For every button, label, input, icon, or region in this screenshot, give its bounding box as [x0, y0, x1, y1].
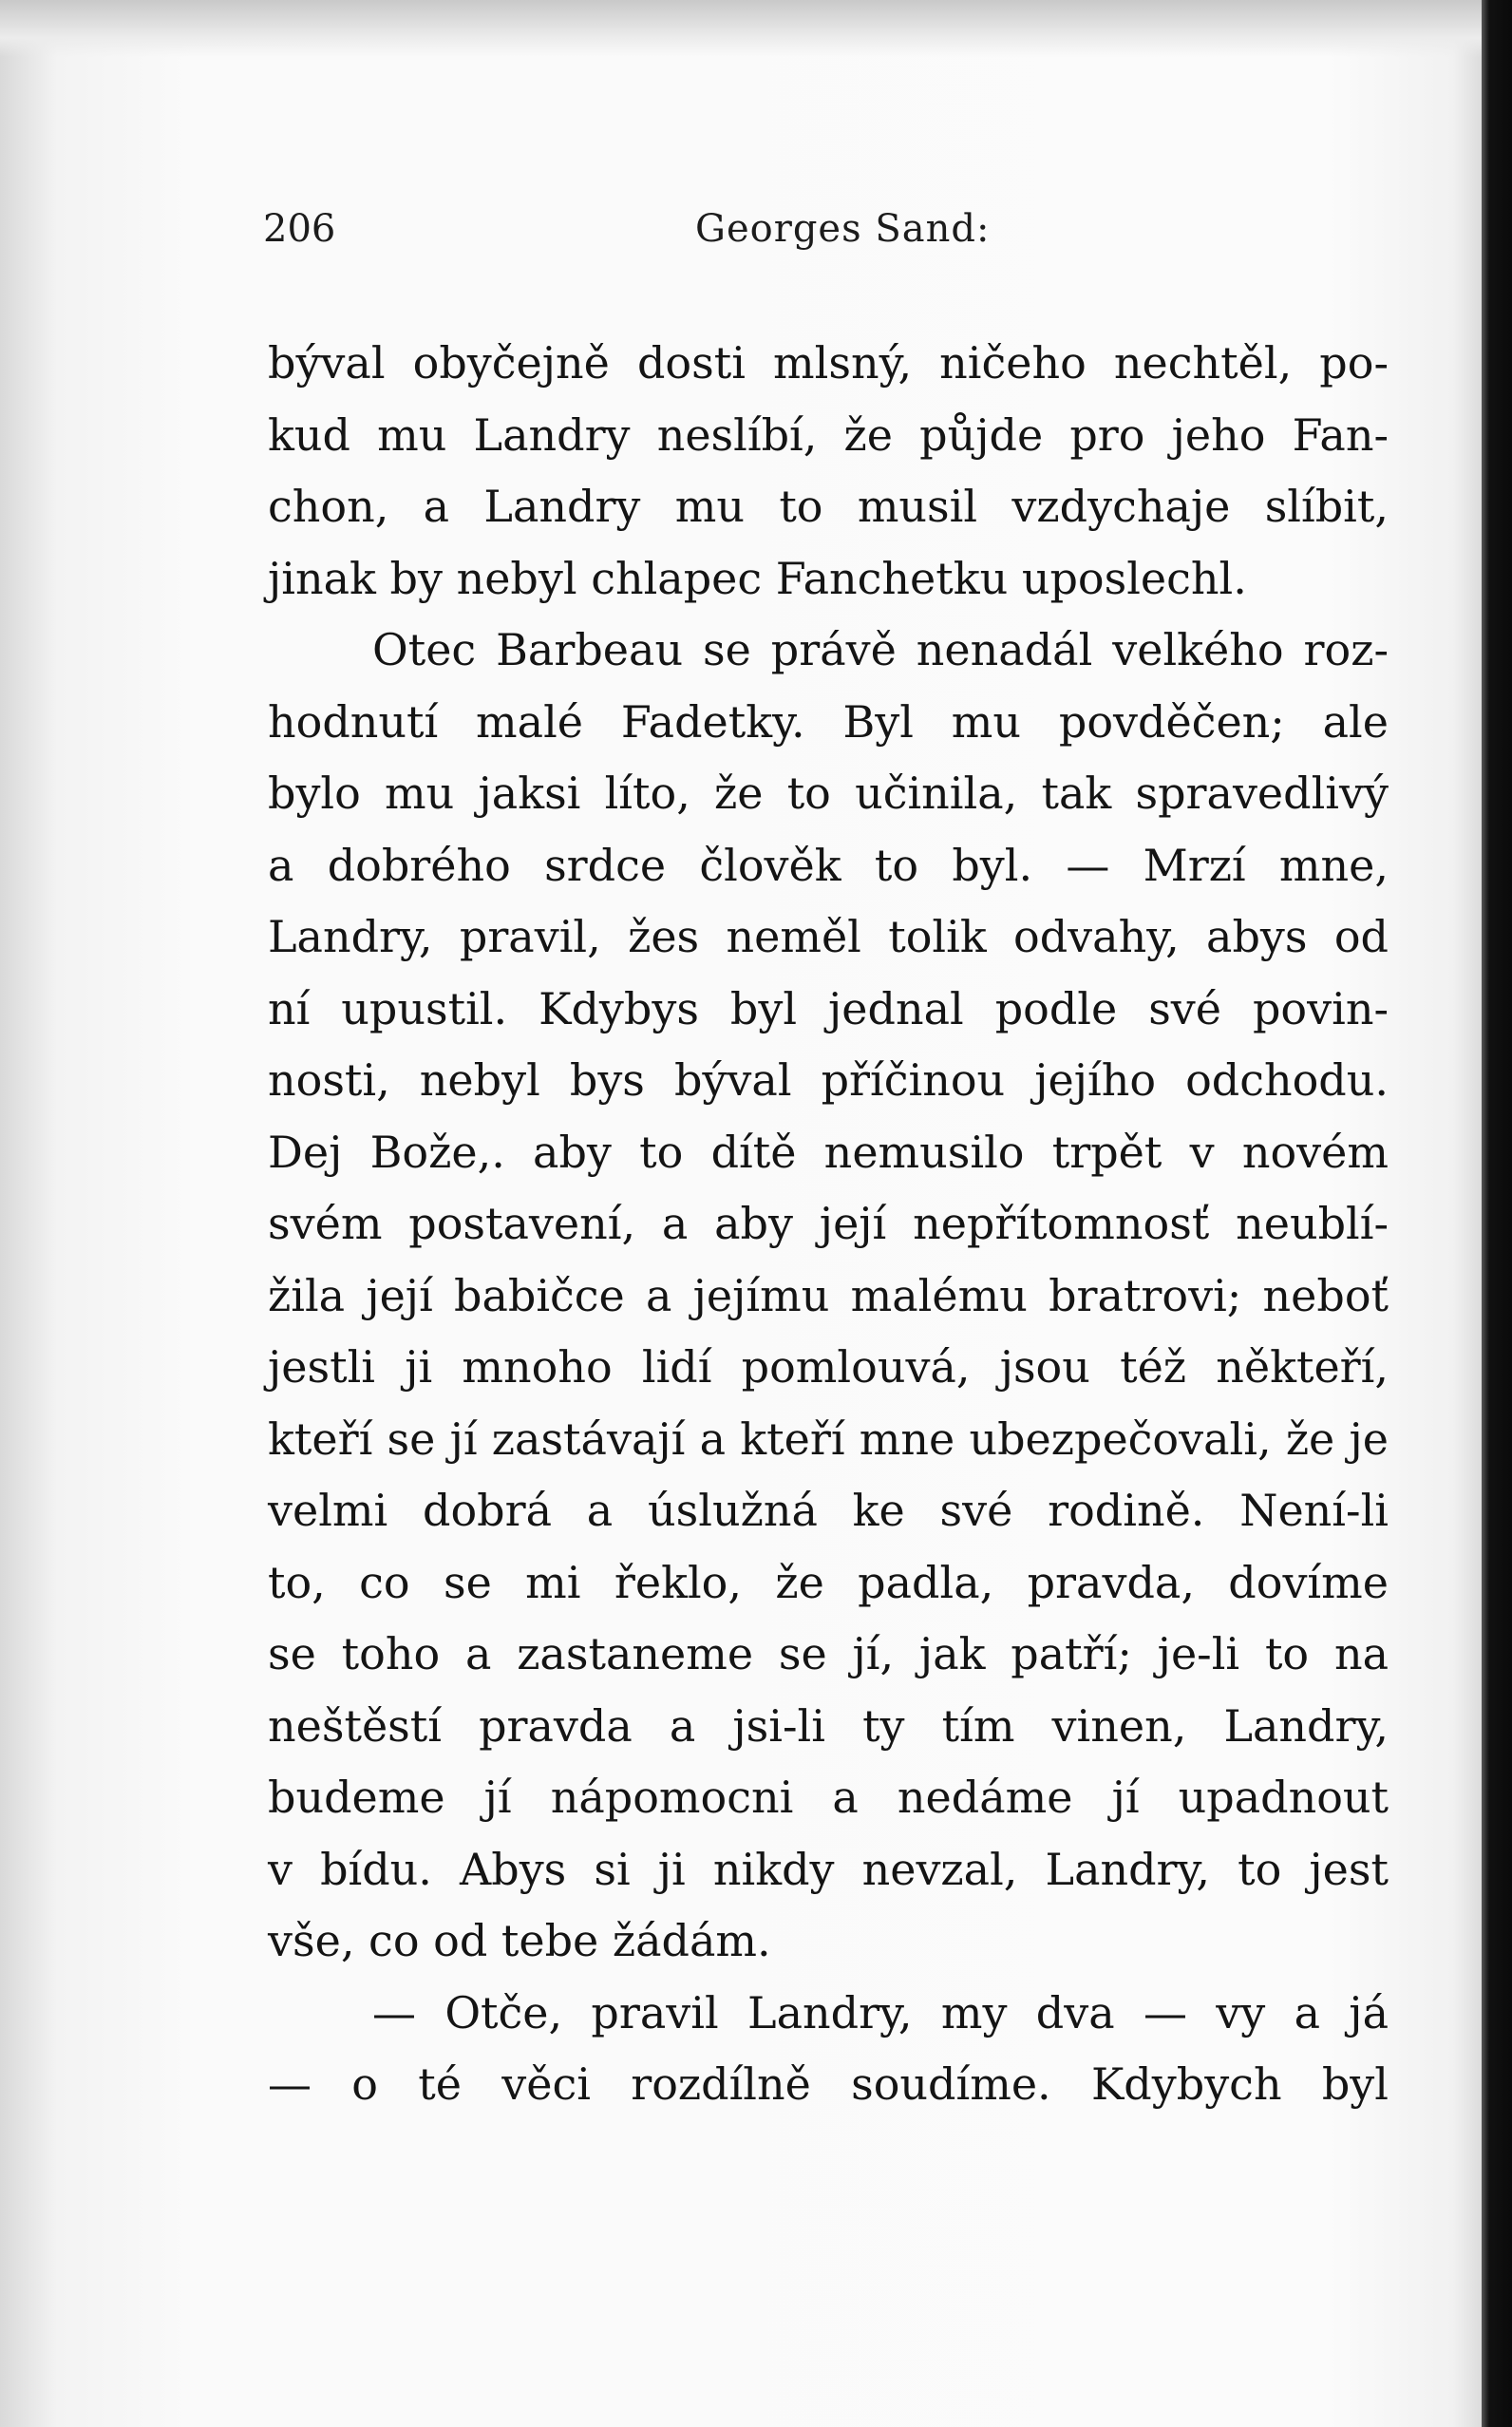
text-line: chon, a Landry mu to musil vzdychaje slíbit, — [268, 481, 1389, 532]
text-line: ní upustil. Kdybys byl jednal podle své povin- — [268, 982, 1389, 1034]
page-number: 206 — [263, 207, 336, 251]
body-text — [268, 328, 1389, 2121]
text-line: Landry, pravil, žes neměl tolik odvahy, abys od — [268, 911, 1389, 962]
text-line: a dobrého srdce člověk to byl. — Mrzí mne, — [268, 839, 1389, 891]
text-line: neštěstí pravda a jsi-li ty tím vinen, Landry, — [268, 1699, 1389, 1752]
text-line: nosti, nebyl bys býval příčinou jejího odchodu. — [268, 1054, 1389, 1106]
text-line: hodnutí malé Fadetky. Byl mu povděčen; ale — [268, 695, 1389, 748]
text-line: v bídu. Abys si ji nikdy nevzal, Landry, to jest — [268, 1843, 1389, 1895]
page-header — [263, 207, 1384, 264]
text-line: žila její babičce a jejímu malému bratrovi; neboť — [268, 1269, 1389, 1321]
text-line: — o té věci rozdílně soudíme. Kdybych byl — [268, 2058, 1389, 2110]
text-line: to, co se mi řeklo, že padla, pravda, dovíme — [268, 1556, 1389, 1608]
text-line: kteří se jí zastávají a kteří mne ubezpečovali, že je — [268, 1413, 1389, 1465]
text-line: budeme jí nápomocni a nedáme jí upadnout — [268, 1772, 1389, 1823]
text-line: jinak by nebyl chlapec Fanchetku uposlechl. — [268, 552, 1247, 604]
text-line: — Otče, pravil Landry, my dva — vy a já — [372, 1986, 1389, 2038]
text-line: velmi dobrá a úslužná ke své rodině. Není-li — [268, 1485, 1389, 1536]
text-line: Dej Bože,. aby to dítě nemusilo trpět v novém — [268, 1126, 1389, 1178]
running-head: Georges Sand: — [695, 207, 991, 251]
text-line: jestli ji mnoho lidí pomlouvá, jsou též někteří, — [268, 1341, 1389, 1393]
page-top-shadow — [0, 0, 1482, 57]
page-edge-shadow — [1482, 0, 1512, 2427]
text-line: svém postavení, a aby její nepřítomnosť neublí- — [268, 1198, 1389, 1249]
text-line: se toho a zastaneme se jí, jak patří; je-li to na — [268, 1628, 1389, 1679]
text-line: Otec Barbeau se právě nenadál velkého roz- — [372, 624, 1389, 675]
text-line: býval obyčejně dosti mlsný, ničeho nechtěl, po- — [268, 337, 1389, 389]
text-line: bylo mu jaksi líto, že to učinila, tak spravedlivý — [268, 768, 1389, 819]
text-line: vše, co od tebe žádám. — [268, 1915, 771, 1966]
text-line: kud mu Landry neslíbí, že půjde pro jeho Fan- — [268, 408, 1389, 461]
